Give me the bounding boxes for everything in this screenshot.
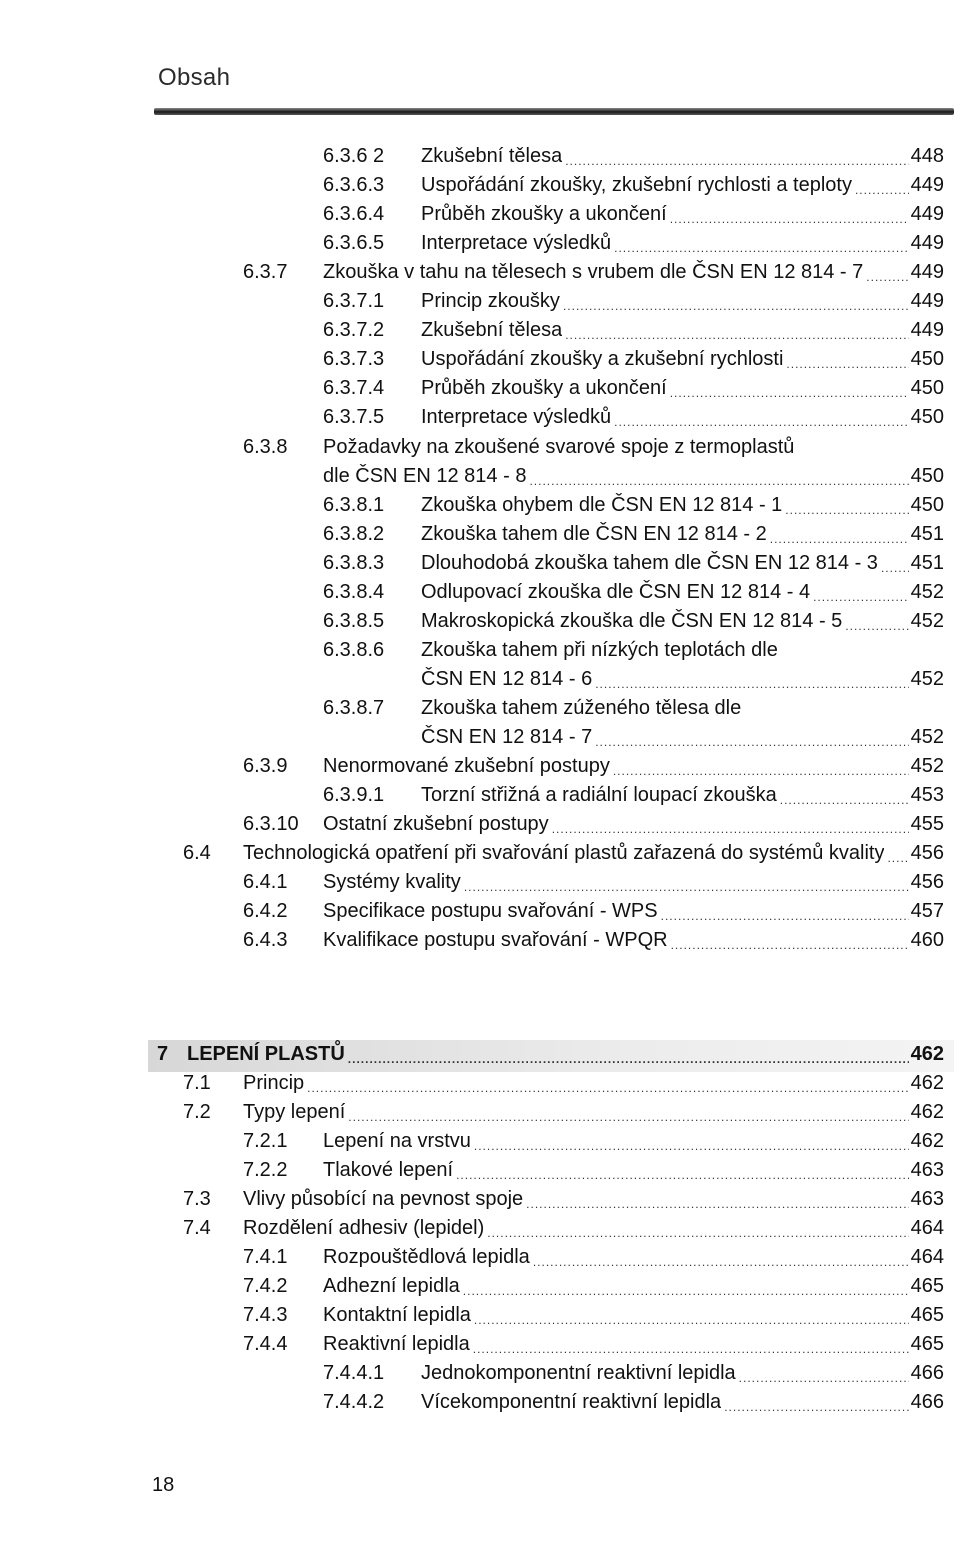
toc-entry-title: Uspořádání zkoušky, zkušební rychlosti a teploty bbox=[421, 174, 852, 196]
leader-dots bbox=[464, 877, 909, 897]
leader-dots bbox=[533, 1252, 909, 1272]
leader-dots bbox=[348, 1049, 909, 1069]
toc-entry bbox=[243, 258, 944, 287]
toc-entry bbox=[421, 723, 944, 752]
toc-entry-title: Vlivy působící na pevnost spoje bbox=[243, 1188, 524, 1210]
toc-entry-title: Vícekomponentní reaktivní lepidla bbox=[421, 1391, 722, 1413]
toc-entry bbox=[323, 403, 944, 432]
toc-entry-page: 450 bbox=[910, 377, 944, 399]
toc-entry-title: Zkouška tahem dle ČSN EN 12 814 - 2 bbox=[421, 523, 767, 545]
chapter-heading-row bbox=[157, 1040, 944, 1069]
leader-dots bbox=[813, 587, 909, 607]
leader-dots bbox=[526, 1194, 908, 1214]
toc-entry bbox=[323, 142, 944, 171]
toc-entry bbox=[323, 694, 944, 723]
toc-entry bbox=[323, 287, 944, 316]
leader-dots bbox=[613, 761, 909, 781]
toc-entry bbox=[323, 171, 944, 200]
toc-entry-page: 451 bbox=[910, 552, 944, 574]
toc-entry bbox=[243, 897, 944, 926]
toc-entry-number: 7.4.4.2 bbox=[323, 1391, 385, 1413]
toc-entry-number: 6.3.6 2 bbox=[323, 145, 385, 167]
toc-entry-number: 7.2 bbox=[183, 1101, 211, 1123]
toc-entry bbox=[183, 839, 944, 868]
leader-dots bbox=[456, 1165, 909, 1185]
leader-dots bbox=[724, 1397, 908, 1417]
toc-entry-page: 463 bbox=[910, 1159, 944, 1181]
toc-entry bbox=[243, 1156, 944, 1185]
toc-entry-page: 452 bbox=[910, 668, 944, 690]
leader-dots bbox=[595, 674, 908, 694]
leader-dots bbox=[474, 1310, 909, 1330]
toc-entry-title: Interpretace výsledků bbox=[421, 406, 612, 428]
toc-entry bbox=[243, 1301, 944, 1330]
toc-entry bbox=[323, 229, 944, 258]
leader-dots bbox=[463, 1281, 909, 1301]
toc-entry-page: 460 bbox=[910, 929, 944, 951]
toc-entry-page: 465 bbox=[910, 1304, 944, 1326]
toc-entry-page: 449 bbox=[910, 290, 944, 312]
toc-entry-page: 449 bbox=[910, 232, 944, 254]
toc-entry-title: ČSN EN 12 814 - 6 bbox=[421, 668, 593, 690]
leader-dots bbox=[661, 906, 909, 926]
leader-dots bbox=[473, 1339, 909, 1359]
toc-entry-number: 6.3.7.3 bbox=[323, 348, 385, 370]
toc-entry bbox=[243, 1330, 944, 1359]
leader-dots bbox=[565, 151, 908, 171]
toc-entry-title: Tlakové lepení bbox=[323, 1159, 454, 1181]
toc-entry-number: 7.4.3 bbox=[243, 1304, 288, 1326]
toc-entry-title: Zkouška ohybem dle ČSN EN 12 814 - 1 bbox=[421, 494, 783, 516]
toc-entry-title: Specifikace postupu svařování - WPS bbox=[323, 900, 658, 922]
toc-entry-title: Rozdělení adhesiv (lepidel) bbox=[243, 1217, 485, 1239]
toc-entry-number: 6.3.8.2 bbox=[323, 523, 385, 545]
toc-entry-title: Zkouška tahem zúženého tělesa dle bbox=[421, 697, 742, 719]
leader-dots bbox=[855, 180, 909, 200]
toc-entry-page: 462 bbox=[910, 1043, 944, 1065]
toc-entry-title: Zkouška tahem při nízkých teplotách dle bbox=[421, 639, 778, 661]
leader-dots bbox=[307, 1078, 908, 1098]
toc-entry-page: 452 bbox=[910, 726, 944, 748]
toc-entry-number: 7.4.4.1 bbox=[323, 1362, 385, 1384]
toc-entry-title: Dlouhodobá zkouška tahem dle ČSN EN 12 814 - 3 bbox=[421, 552, 878, 574]
toc-entry bbox=[323, 345, 944, 374]
toc-entry-page: 448 bbox=[910, 145, 944, 167]
page-header-title: Obsah bbox=[158, 64, 231, 91]
toc-entry bbox=[243, 1127, 944, 1156]
toc-entry bbox=[183, 1214, 944, 1243]
leader-dots bbox=[881, 558, 909, 578]
toc-entry bbox=[323, 578, 944, 607]
toc-entry-title: Průběh zkoušky a ukončení bbox=[421, 203, 667, 225]
toc-entry-title: ČSN EN 12 814 - 7 bbox=[421, 726, 593, 748]
toc-entry-title: LEPENÍ PLASTŮ bbox=[187, 1043, 345, 1065]
toc-entry-title: Makroskopická zkouška dle ČSN EN 12 814 - 5 bbox=[421, 610, 843, 632]
page-number: 18 bbox=[152, 1474, 175, 1496]
toc-entry-number: 6.3.8.4 bbox=[323, 581, 385, 603]
toc-entry bbox=[323, 607, 944, 636]
toc-entry-number: 6.4.3 bbox=[243, 929, 288, 951]
leader-dots bbox=[614, 412, 909, 432]
toc-entry-number: 7.2.1 bbox=[243, 1130, 288, 1152]
toc-entry-number: 7.1 bbox=[183, 1072, 211, 1094]
toc-entry-number: 6.3.7.1 bbox=[323, 290, 385, 312]
toc-entry bbox=[243, 926, 944, 955]
leader-dots bbox=[887, 848, 908, 868]
toc-entry-title: Průběh zkoušky a ukončení bbox=[421, 377, 667, 399]
leader-dots bbox=[348, 1107, 908, 1127]
toc-entry-title: Požadavky na zkoušené svarové spoje z termoplastů bbox=[323, 436, 795, 458]
toc-entry-number: 7.4.2 bbox=[243, 1275, 288, 1297]
toc-entry-page: 457 bbox=[910, 900, 944, 922]
toc-entry-title: Nenormované zkušební postupy bbox=[323, 755, 610, 777]
toc-entry-page: 465 bbox=[910, 1275, 944, 1297]
leader-dots bbox=[565, 325, 908, 345]
toc-entry-page: 452 bbox=[910, 755, 944, 777]
toc-entry bbox=[323, 316, 944, 345]
toc-entry-page: 450 bbox=[910, 465, 944, 487]
toc-entry-number: 6.3.9.1 bbox=[323, 784, 385, 806]
toc-entry-page: 465 bbox=[910, 1333, 944, 1355]
toc-entry bbox=[243, 1272, 944, 1301]
toc-entry-number: 6.3.9 bbox=[243, 755, 288, 777]
toc-entry bbox=[323, 491, 944, 520]
toc-entry-page: 449 bbox=[910, 203, 944, 225]
toc-entry-title: dle ČSN EN 12 814 - 8 bbox=[323, 465, 527, 487]
toc-entry bbox=[243, 868, 944, 897]
leader-dots bbox=[563, 296, 909, 316]
toc-entry-number: 6.3.6.3 bbox=[323, 174, 385, 196]
leader-dots bbox=[474, 1136, 909, 1156]
toc-entry-title: Uspořádání zkoušky a zkušební rychlosti bbox=[421, 348, 784, 370]
toc-entry bbox=[183, 1069, 944, 1098]
leader-dots bbox=[595, 732, 908, 752]
toc-entry-page: 450 bbox=[910, 406, 944, 428]
toc-entry bbox=[183, 1098, 944, 1127]
toc-entry-number: 6.3.8.1 bbox=[323, 494, 385, 516]
toc-entry-page: 450 bbox=[910, 348, 944, 370]
toc-entry bbox=[323, 549, 944, 578]
toc-entry-title: Odlupovací zkouška dle ČSN EN 12 814 - 4 bbox=[421, 581, 811, 603]
toc-entry bbox=[323, 636, 944, 665]
toc-entry-title: Princip zkoušky bbox=[421, 290, 560, 312]
toc-entry-number: 7.4.1 bbox=[243, 1246, 288, 1268]
toc-entry-number: 6.3.7.5 bbox=[323, 406, 385, 428]
leader-dots bbox=[670, 209, 909, 229]
toc-entry-title: Zkušební tělesa bbox=[421, 145, 563, 167]
toc-entry-number: 7.3 bbox=[183, 1188, 211, 1210]
toc-entry-title: Typy lepení bbox=[243, 1101, 346, 1123]
leader-dots bbox=[770, 529, 909, 549]
toc-entry-title: Zkušební tělesa bbox=[421, 319, 563, 341]
toc-entry bbox=[323, 200, 944, 229]
toc-entry-page: 449 bbox=[910, 174, 944, 196]
toc-entry-page: 452 bbox=[910, 581, 944, 603]
toc-entry bbox=[323, 462, 944, 491]
toc-entry-number: 6.4.2 bbox=[243, 900, 288, 922]
toc-entry-page: 449 bbox=[910, 261, 944, 283]
toc-entry-page: 464 bbox=[910, 1246, 944, 1268]
toc-entry-title: Jednokomponentní reaktivní lepidla bbox=[421, 1362, 736, 1384]
toc-entry-page: 462 bbox=[910, 1072, 944, 1094]
leader-dots bbox=[866, 267, 908, 287]
leader-dots bbox=[487, 1223, 908, 1243]
toc-entry-number: 6.3.8.3 bbox=[323, 552, 385, 574]
leader-dots bbox=[845, 616, 908, 636]
toc-entry bbox=[243, 433, 944, 462]
toc-entry-title: Ostatní zkušební postupy bbox=[323, 813, 549, 835]
toc-entry-page: 466 bbox=[910, 1362, 944, 1384]
toc-entry-title: Kontaktní lepidla bbox=[323, 1304, 471, 1326]
leader-dots bbox=[739, 1368, 909, 1388]
toc-entry-number: 6.3.8.6 bbox=[323, 639, 385, 661]
leader-dots bbox=[785, 500, 908, 520]
toc-entry-page: 462 bbox=[910, 1101, 944, 1123]
toc-entry-number: 6.3.10 bbox=[243, 813, 299, 835]
toc-entry bbox=[243, 810, 944, 839]
toc-entry-number: 6.3.6.4 bbox=[323, 203, 385, 225]
toc-entry-number: 6.3.6.5 bbox=[323, 232, 385, 254]
toc-entry-page: 453 bbox=[910, 784, 944, 806]
toc-entry bbox=[323, 374, 944, 403]
toc-entry-page: 452 bbox=[910, 610, 944, 632]
toc-entry-title: Technologická opatření při svařování plastů zařazená do systémů kvality bbox=[243, 842, 885, 864]
toc-entry-number: 6.4 bbox=[183, 842, 211, 864]
toc-entry-page: 462 bbox=[910, 1130, 944, 1152]
toc-entry-title: Lepení na vrstvu bbox=[323, 1130, 471, 1152]
toc-entry-number: 6.3.7 bbox=[243, 261, 288, 283]
toc-entry bbox=[323, 1388, 944, 1417]
toc-entry-title: Zkouška v tahu na tělesech s vrubem dle ČSN EN 12 814 - 7 bbox=[323, 261, 864, 283]
toc-entry-page: 456 bbox=[910, 842, 944, 864]
leader-dots bbox=[780, 790, 909, 810]
toc-entry-number: 6.3.8.7 bbox=[323, 697, 385, 719]
toc-entry-title: Torzní střižná a radiální loupací zkouška bbox=[421, 784, 777, 806]
leader-dots bbox=[552, 819, 909, 839]
toc-entry-number: 7.4 bbox=[183, 1217, 211, 1239]
toc-entry-number: 6.3.8 bbox=[243, 436, 288, 458]
toc-entry-title: Kvalifikace postupu svařování - WPQR bbox=[323, 929, 668, 951]
toc-entry-page: 456 bbox=[910, 871, 944, 893]
toc-entry-page: 463 bbox=[910, 1188, 944, 1210]
toc-entry-title: Princip bbox=[243, 1072, 305, 1094]
toc-entry-title: Reaktivní lepidla bbox=[323, 1333, 470, 1355]
toc-entry-page: 466 bbox=[910, 1391, 944, 1413]
toc-entry-number: 7 bbox=[157, 1043, 169, 1065]
toc-entry-title: Rozpouštědlová lepidla bbox=[323, 1246, 530, 1268]
toc-entry-title: Interpretace výsledků bbox=[421, 232, 612, 254]
leader-dots bbox=[529, 471, 908, 491]
header-rule bbox=[154, 108, 954, 115]
toc-entry-number: 7.4.4 bbox=[243, 1333, 288, 1355]
toc-entry bbox=[183, 1185, 944, 1214]
toc-entry-page: 464 bbox=[910, 1217, 944, 1239]
toc-entry-title: Systémy kvality bbox=[323, 871, 461, 893]
toc-entry-number: 6.3.7.2 bbox=[323, 319, 385, 341]
toc-entry-number: 6.3.8.5 bbox=[323, 610, 385, 632]
toc-entry-number: 6.3.7.4 bbox=[323, 377, 385, 399]
toc-entry bbox=[323, 520, 944, 549]
toc-entry bbox=[421, 665, 944, 694]
toc-entry-page: 449 bbox=[910, 319, 944, 341]
toc-entry-page: 455 bbox=[910, 813, 944, 835]
toc-entry-title: Adhezní lepidla bbox=[323, 1275, 460, 1297]
toc-entry-page: 451 bbox=[910, 523, 944, 545]
leader-dots bbox=[671, 935, 909, 955]
leader-dots bbox=[614, 238, 909, 258]
toc-entry bbox=[323, 1359, 944, 1388]
leader-dots bbox=[786, 354, 908, 374]
toc-entry-number: 7.2.2 bbox=[243, 1159, 288, 1181]
toc-entry-number: 6.4.1 bbox=[243, 871, 288, 893]
leader-dots bbox=[670, 383, 909, 403]
toc-entry-page: 450 bbox=[910, 494, 944, 516]
toc-entry bbox=[323, 781, 944, 810]
toc-entry bbox=[243, 1243, 944, 1272]
toc-entry bbox=[243, 752, 944, 781]
